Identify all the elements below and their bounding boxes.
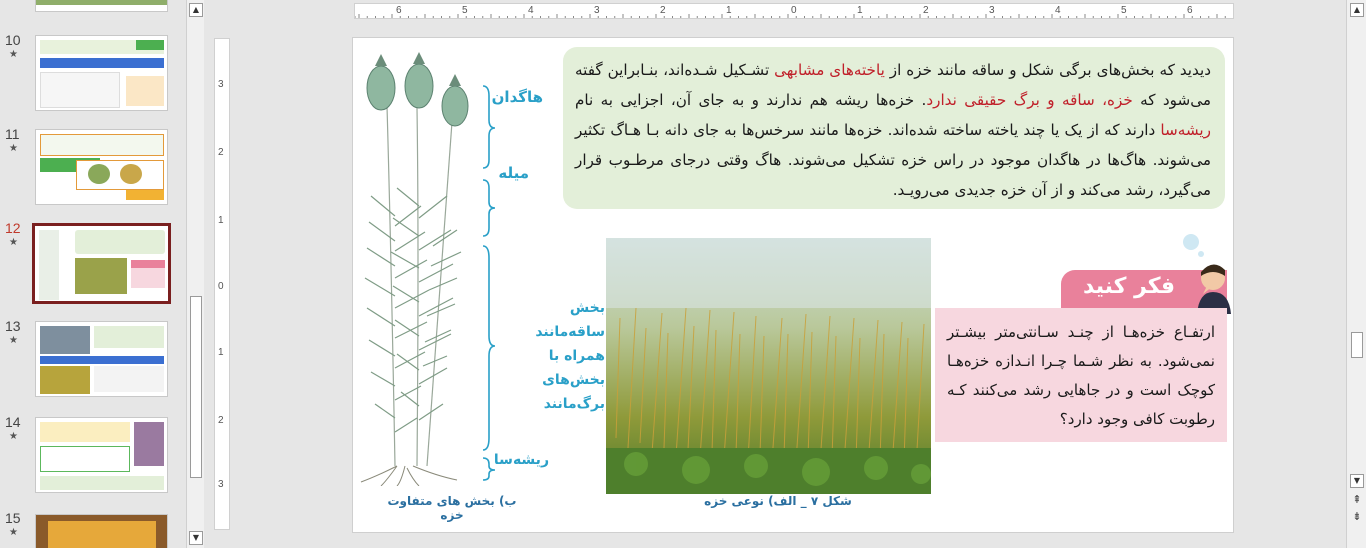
animation-star-icon: ★ — [9, 49, 18, 60]
ruler-label: 1 — [726, 5, 732, 16]
slide-number: 10 — [5, 32, 21, 48]
scroll-up-button[interactable]: ▲ — [1350, 3, 1364, 17]
label-stalk: میله — [498, 164, 529, 182]
animation-star-icon: ★ — [9, 431, 18, 442]
slide-number: 14 — [5, 414, 21, 430]
label-stem-line-2: همراه با بخش‌های — [542, 348, 605, 388]
label-rhizoid: ریشه‌سا — [493, 452, 549, 468]
ruler-label: 1 — [218, 215, 224, 226]
ruler-label: 2 — [218, 415, 224, 426]
slide-number: 12 — [5, 220, 21, 236]
thumbnail-preview[interactable] — [35, 514, 168, 548]
paragraph-part: . خزه‌ها ریشه هم ندارند و به جای آن، اجزایی به نام — [575, 91, 927, 109]
caption-moss-photo: شکل ۷ _ الف) نوعی خزه — [704, 494, 852, 508]
label-stem-leaf-parts — [499, 296, 605, 416]
label-stem-line-1: بخش ساقه‌مانند — [535, 300, 605, 340]
thumbnail-preview[interactable] — [35, 321, 168, 397]
thinking-person-icon — [1179, 234, 1234, 314]
highlight-text: یاخته‌های مشابهی — [774, 61, 885, 79]
editor-scrollbar[interactable] — [1346, 0, 1366, 548]
scroll-down-button[interactable]: ▼ — [189, 531, 203, 545]
thumbnail-preview[interactable] — [35, 35, 168, 111]
animation-star-icon: ★ — [9, 527, 18, 538]
animation-star-icon: ★ — [9, 143, 18, 154]
vertical-ruler[interactable] — [214, 38, 230, 530]
moss-illustration — [357, 46, 497, 486]
thumbnail-preview[interactable] — [35, 417, 168, 493]
scroll-down-button[interactable]: ▼ — [1350, 474, 1364, 488]
slide-canvas[interactable] — [352, 37, 1234, 533]
think-question-box[interactable]: ارتفـاع خزه‌هـا از چنـد سـانتی‌متر بیشـتر نمی‌شود. به نظر شـما چـرا انـدازه خزه‌هـا کوچک است و در جاهایی رشد می‌کنند کـه رطوبت کافی وجود دارد؟ — [935, 308, 1227, 442]
paragraph-part: تشـکیل شـده‌اند، بنـابراین گفته می‌شود که — [575, 61, 1211, 109]
slide-number: 11 — [5, 126, 20, 142]
ruler-label: 6 — [1187, 5, 1193, 16]
ruler-label: 4 — [1055, 5, 1061, 16]
ruler-label: 4 — [528, 5, 534, 16]
previous-slide-button[interactable]: ⇞ — [1352, 493, 1362, 506]
highlight-text: ریشه‌سا — [1160, 121, 1211, 139]
highlight-text: خزه، ساقه و برگ حقیقی ندارد — [926, 91, 1133, 109]
horizontal-ruler[interactable] — [354, 3, 1234, 19]
paragraph-part: دیدید که بخش‌های برگی شکل و ساقه مانند خزه از — [884, 61, 1211, 79]
ruler-label: 3 — [218, 479, 224, 490]
thumbnail-preview[interactable] — [35, 129, 168, 205]
ruler-label: 3 — [989, 5, 995, 16]
next-slide-button[interactable]: ⇟ — [1352, 510, 1362, 523]
thumbnail-preview-selected[interactable] — [32, 223, 171, 304]
ruler-label: 0 — [791, 5, 797, 16]
moss-photo — [606, 238, 931, 494]
slide-editor — [206, 0, 1346, 548]
thumbnail-scrollbar[interactable] — [186, 0, 204, 548]
label-spore-case: هاگدان — [491, 88, 543, 106]
ruler-label: 5 — [462, 5, 468, 16]
scroll-up-button[interactable]: ▲ — [189, 3, 203, 17]
main-text-box[interactable] — [563, 47, 1225, 209]
caption-moss-parts: ب) بخش های متفاوت خزه — [387, 494, 517, 522]
animation-star-icon: ★ — [9, 335, 18, 346]
ruler-label: 3 — [218, 79, 224, 90]
scrollbar-thumb[interactable] — [1351, 332, 1363, 358]
ruler-label: 6 — [396, 5, 402, 16]
ruler-label: 2 — [923, 5, 929, 16]
slide-number: 15 — [5, 510, 21, 526]
slide-thumbnail-pane — [0, 0, 186, 548]
ruler-label: 5 — [1121, 5, 1127, 16]
ruler-label: 1 — [218, 347, 224, 358]
think-title: فکر کنید — [1082, 274, 1175, 299]
paragraph-part: دارند که از یک یا چند یاخته ساخته شده‌اند. خزه‌ها مانند سرخس‌ها به جای دانه بـا هـاگ تکثیر می‌شوند. هاگ‌ها در هاگدان موجود در راس خزه تشکیل می‌شوند. هاگ وقتی درجای مرطـوب قرار می‌گیرد، رشد می‌کند و از آن خزه جدیدی می‌رویـد. — [575, 121, 1211, 199]
thumbnail-preview[interactable] — [35, 0, 168, 12]
slide-number: 13 — [5, 318, 21, 334]
ruler-label: 2 — [218, 147, 224, 158]
animation-star-icon: ★ — [9, 237, 18, 248]
ruler-label: 2 — [660, 5, 666, 16]
ruler-label: 1 — [857, 5, 863, 16]
label-stem-line-3: برگ‌مانند — [543, 396, 605, 412]
scrollbar-thumb[interactable] — [190, 296, 202, 478]
ruler-label: 3 — [594, 5, 600, 16]
ruler-label: 0 — [218, 281, 224, 292]
